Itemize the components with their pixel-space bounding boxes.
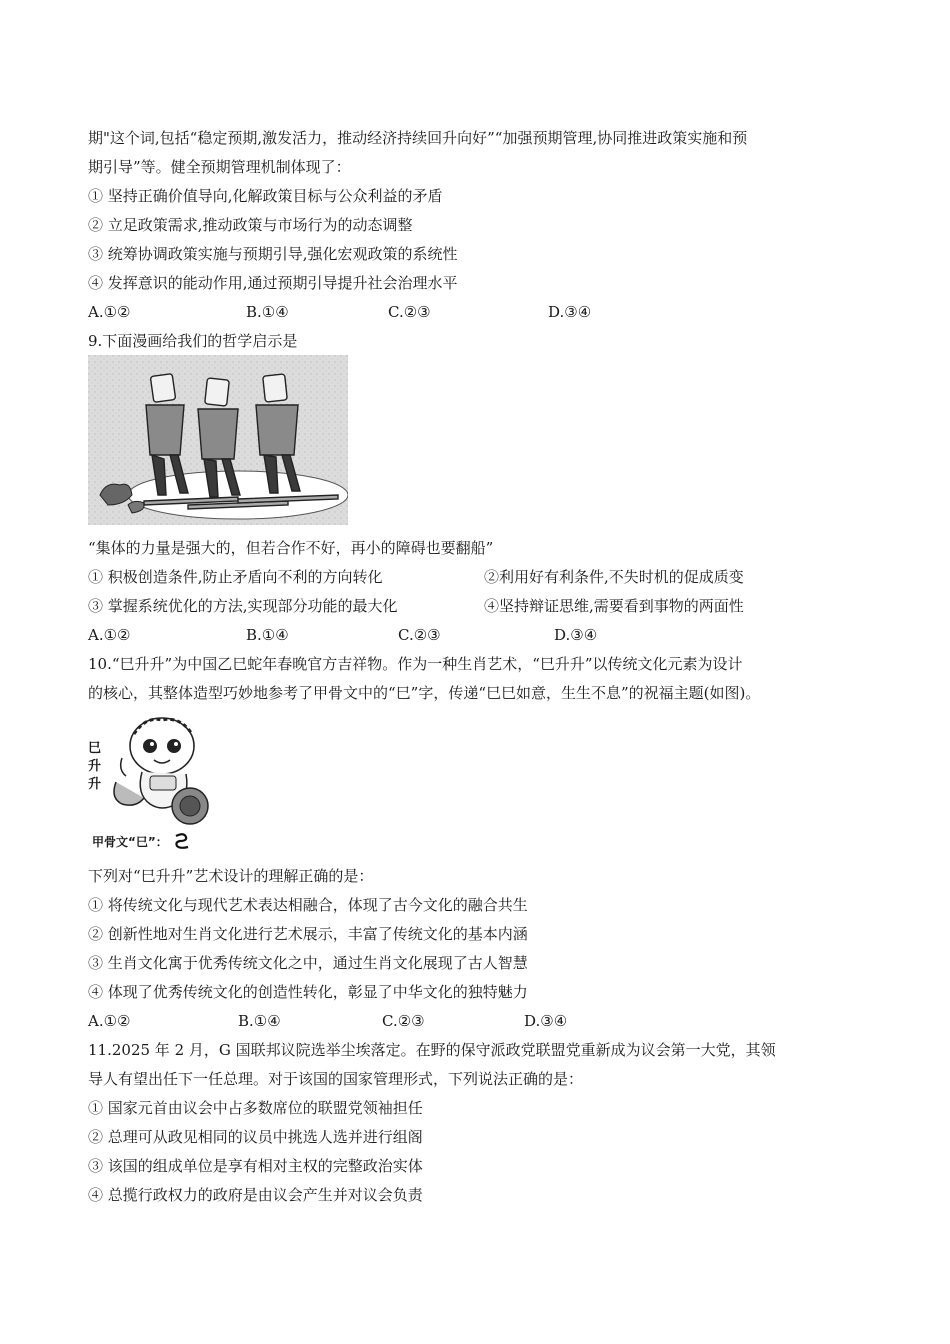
snake-mascot-image [106,712,218,830]
q8-item-2: ② 立足政策需求,推动政策与市场行为的动态调整 [88,216,413,234]
q9-item-2: ②利用好有利条件,不失时机的促成质变 [484,568,744,586]
q9-item-4: ④坚持辩证思维,需要看到事物的两面性 [484,597,744,615]
q9-option-c: C.②③ [398,626,441,644]
q9-option-d: D.③④ [554,626,598,644]
oracle-bone-si-glyph-icon [172,832,192,853]
q10-option-b: B.①④ [238,1012,281,1030]
q10-item-3: ③ 生肖文化寓于优秀传统文化之中，通过生肖文化展现了古人智慧 [88,954,528,972]
q9-item-1: ① 积极创造条件,防止矛盾向不利的方向转化 [88,568,383,586]
q10-question: 下列对“巳升升”艺术设计的理解正确的是： [88,867,374,885]
q11-item-1: ① 国家元首由议会中占多数席位的联盟党领袖担任 [88,1099,423,1117]
cartoon-three-men-on-skis [88,355,348,525]
q10-stem-line-1: 10.“巳升升”为中国乙巳蛇年春晚官方吉祥物。作为一种生肖艺术，“巳升升”以传统文化元素为设计 [88,655,743,673]
mascot-side-char-3: 升 [88,777,102,792]
q9-caption: “集体的力量是强大的，但若合作不好，再小的障碍也要翻船” [88,539,494,557]
q8-item-3: ③ 统筹协调政策实施与预期引导,强化宏观政策的系统性 [88,245,458,263]
q10-stem-line-2: 的核心，其整体造型巧妙地参考了甲骨文中的“巳”字，传递“巳巳如意，生生不息”的祝福主题(如图)。 [88,684,761,702]
q8-stem-line-2: 期引导”等。健全预期管理机制体现了： [88,158,351,176]
q8-option-d: D.③④ [548,303,592,321]
q8-option-a: A.①② [88,303,131,321]
q10-option-c: C.②③ [382,1012,425,1030]
q8-option-c: C.②③ [388,303,431,321]
q11-item-2: ② 总理可从政见相同的议员中挑选人选并进行组阁 [88,1128,423,1146]
q11-stem-line-2: 导人有望出任下一任总理。对于该国的国家管理形式，下列说法正确的是： [88,1070,584,1088]
q11-stem-line-1: 11.2025 年 2 月，G 国联邦议院选举尘埃落定。在野的保守派政党联盟党重新成为议会第一大党，其领 [88,1041,776,1059]
mascot-side-char-1: 巳 [88,741,102,756]
q11-item-4: ④ 总揽行政权力的政府是由议会产生并对议会负责 [88,1186,423,1204]
q10-option-a: A.①② [88,1012,131,1030]
q10-item-1: ① 将传统文化与现代艺术表达相融合，体现了古今文化的融合共生 [88,896,528,914]
q9-option-a: A.①② [88,626,131,644]
q10-item-4: ④ 体现了优秀传统文化的创造性转化，彰显了中华文化的独特魅力 [88,983,528,1001]
q10-option-d: D.③④ [524,1012,568,1030]
mascot-figure [88,712,218,852]
q10-item-2: ② 创新性地对生肖文化进行艺术展示，丰富了传统文化的基本内涵 [88,925,528,943]
q8-stem-line-1: 期"这个词,包括“稳定预期,激发活力，推动经济持续回升向好”“加强预期管理,协同推进政策实施和预 [88,129,748,147]
mascot-side-char-2: 升 [88,759,102,774]
q9-stem: 9.下面漫画给我们的哲学启示是 [88,332,298,350]
q9-option-b: B.①④ [246,626,289,644]
q8-item-1: ① 坚持正确价值导向,化解政策目标与公众利益的矛盾 [88,187,443,205]
oracle-bone-caption: 甲骨文“巳”： [92,835,168,849]
q8-item-4: ④ 发挥意识的能动作用,通过预期引导提升社会治理水平 [88,274,458,292]
q8-option-b: B.①④ [246,303,289,321]
cartoon-image [88,355,348,525]
q9-item-3: ③ 掌握系统优化的方法,实现部分功能的最大化 [88,597,398,615]
q11-item-3: ③ 该国的组成单位是享有相对主权的完整政治实体 [88,1157,423,1175]
